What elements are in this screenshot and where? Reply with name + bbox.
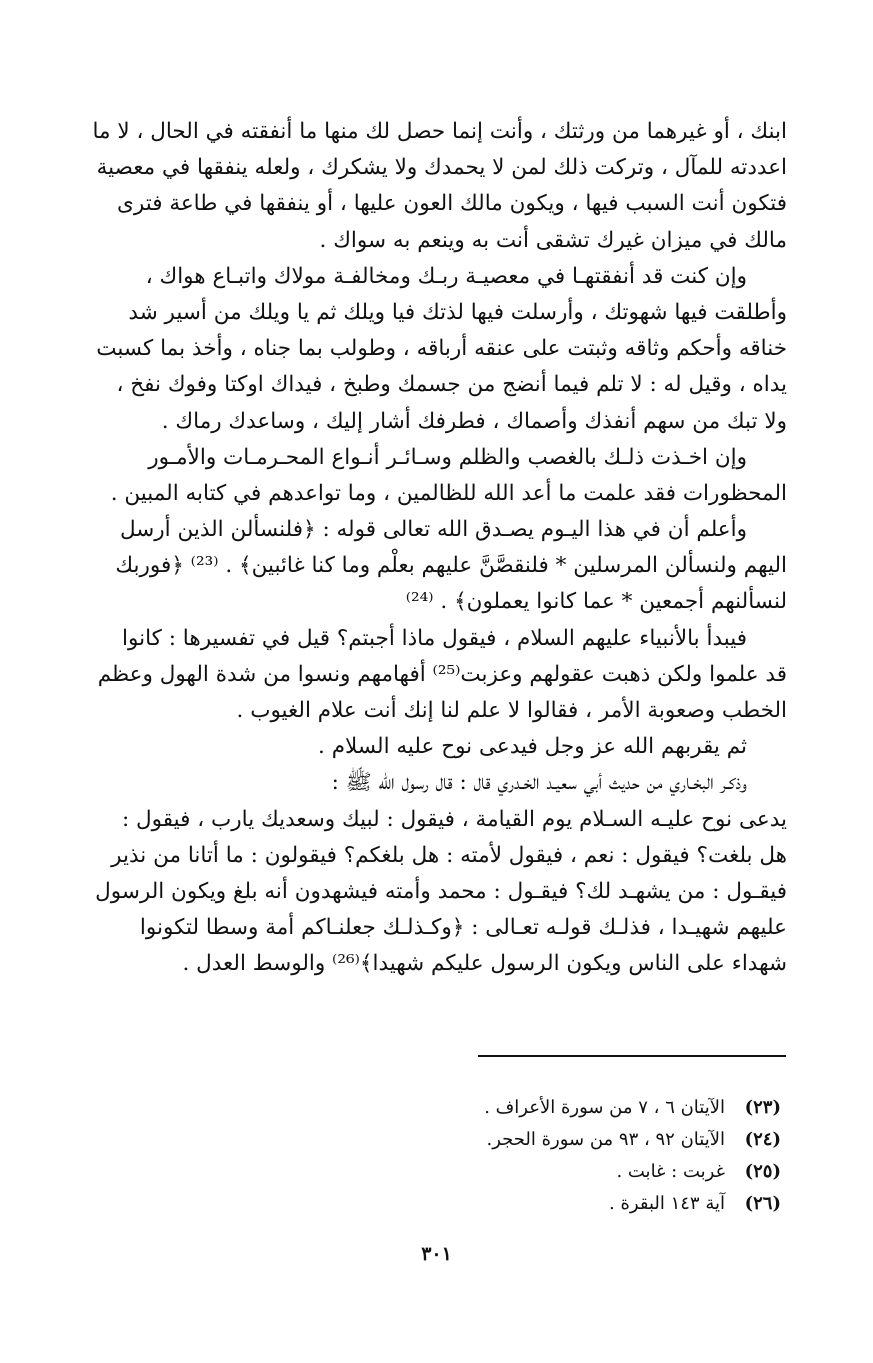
footnote-text: آية ١٤٣ البقرة . (609, 1193, 725, 1214)
text-line: خناقه وأحكم وثاقه وثبتت على عنقه أرباقه ، وطولب بما جناه ، وأخذ بما كسبت (96, 336, 787, 362)
paragraph-start: فيبدأ بالأنبياء عليهم السلام ، فيقول ماذا أجبتم؟ قيل في تفسيرها : كانوا (122, 625, 747, 651)
text-line: الخطب وصعوبة الأمر ، فقالوا لا علم لنا إنك أنت علام الغيوب . (236, 698, 787, 723)
text-line: شهداء على الناس ويكون الرسول عليكم شهيدا﴾⁽²⁶⁾ والوسط العدل . (182, 951, 787, 977)
text-line: يدعى نوح عليـه السـلام يوم القيامة ، فيقول : لبيك وسعديك يارب ، فيقول : (121, 806, 787, 832)
text-line: فتكون أنت السبب فيها ، ويكون مالك العون عليها ، أو ينفقها في طاعة فترى (117, 191, 787, 217)
text-line: هل بلغت؟ فيقول : نعم ، فيقول لأمته : هل بلغكم؟ فيقولون : ما أتانا من نذير (111, 842, 787, 868)
footnotes (400, 1092, 781, 1220)
footnote (400, 1092, 781, 1124)
footnote-divider (478, 1055, 786, 1057)
footnote-text: غربت : غابت . (616, 1161, 725, 1182)
paragraph-start: ثم يقربهم الله عز وجل فيدعى نوح عليه السلام . (318, 734, 747, 760)
paragraph-start: وذكـر البخـاري من حديث أبي سعيـد الخـدري قال : قال رسول الله ﷺ : (331, 770, 747, 796)
paragraph-start: وإن كنت قد أنفقتهـا في معصيـة ربـك ومخالفـة مولاك واتبـاع هواك ، (145, 263, 747, 289)
text-line: فيقـول : من يشهـد لك؟ فيقـول : محمد وأمته فيشهدون أنه بلغ ويكون الرسول (95, 878, 787, 904)
paragraph-start: وإن اخـذت ذلـك بالغصب والظلم وسـائـر أنـواع المحـرمـات والأمـور (148, 444, 747, 470)
footnote-number: (٢٤) (744, 1129, 781, 1150)
text-line: يداه ، وقيل له : لا تلم فيما أنضج من جسمك وطبخ ، فيداك اوكتا وفوك نفخ ، (116, 372, 787, 398)
footnote (400, 1156, 781, 1188)
text-line: المحظورات فقد علمت ما أعد الله للظالمين ، وما تواعدهم في كتابه المبين . (110, 480, 787, 506)
body-text (90, 114, 787, 983)
text-line: اعددته للمآل ، وتركت ذلك لمن لا يحمدك ولا يشكرك ، ولعله ينفقها في معصية (96, 155, 787, 181)
footnote-number: (٢٦) (744, 1193, 781, 1214)
text-line: ابنك ، أو غيرهما من ورثتك ، وأنت إنما حصل لك منها ما أنفقته في الحال ، لا ما (92, 119, 787, 144)
text-line: ولا تبك من سهم أنفذك وأصماك ، فطرفك أشار إليك ، وساعدك رماك . (161, 408, 787, 434)
page-number: ٣٠١ (421, 1243, 452, 1265)
footnote-number: (٢٣) (744, 1097, 781, 1118)
footnote-text: الآيتان ٦ ، ٧ من سورة الأعراف . (484, 1097, 725, 1118)
text-line: عليهم شهيـدا ، فذلـك قولـه تعـالى : ﴿وكـذلـك جعلنـاكم أمة وسطا لتكونوا (139, 915, 787, 941)
footnote (400, 1188, 781, 1220)
text-line: لنسألنهم أجمعين * عما كانوا يعملون﴾ . ⁽²⁴⁾ (405, 589, 787, 615)
text-line: مالك في ميزان غيرك تشقى أنت به وينعم به سواك . (319, 227, 787, 253)
paragraph-start: وأعلم أن في هذا اليـوم يصـدق الله تعالى قوله : ﴿فلنسألن الذين أرسل (120, 517, 747, 543)
text-line: اليهم ولنسألن المرسلين * فلنقصَّنَّ عليهم بعلْم وما كنا غائبين﴾ . ⁽²³⁾ ﴿فوربك (115, 553, 787, 579)
text-line: وأطلقت فيها شهوتك ، وأرسلت فيها لذتك فيا ويلك ثم يا ويلك من أسير شد (128, 299, 787, 325)
text-line: قد علموا ولكن ذهبت عقولهم وعزبت⁽²⁵⁾ أفهامهم ونسوا من شدة الهول وعظم (97, 661, 787, 687)
footnote (400, 1124, 781, 1156)
footnote-number: (٢٥) (744, 1161, 781, 1182)
footnote-text: الآيتان ٩٢ ، ٩٣ من سورة الحجر. (486, 1129, 725, 1150)
